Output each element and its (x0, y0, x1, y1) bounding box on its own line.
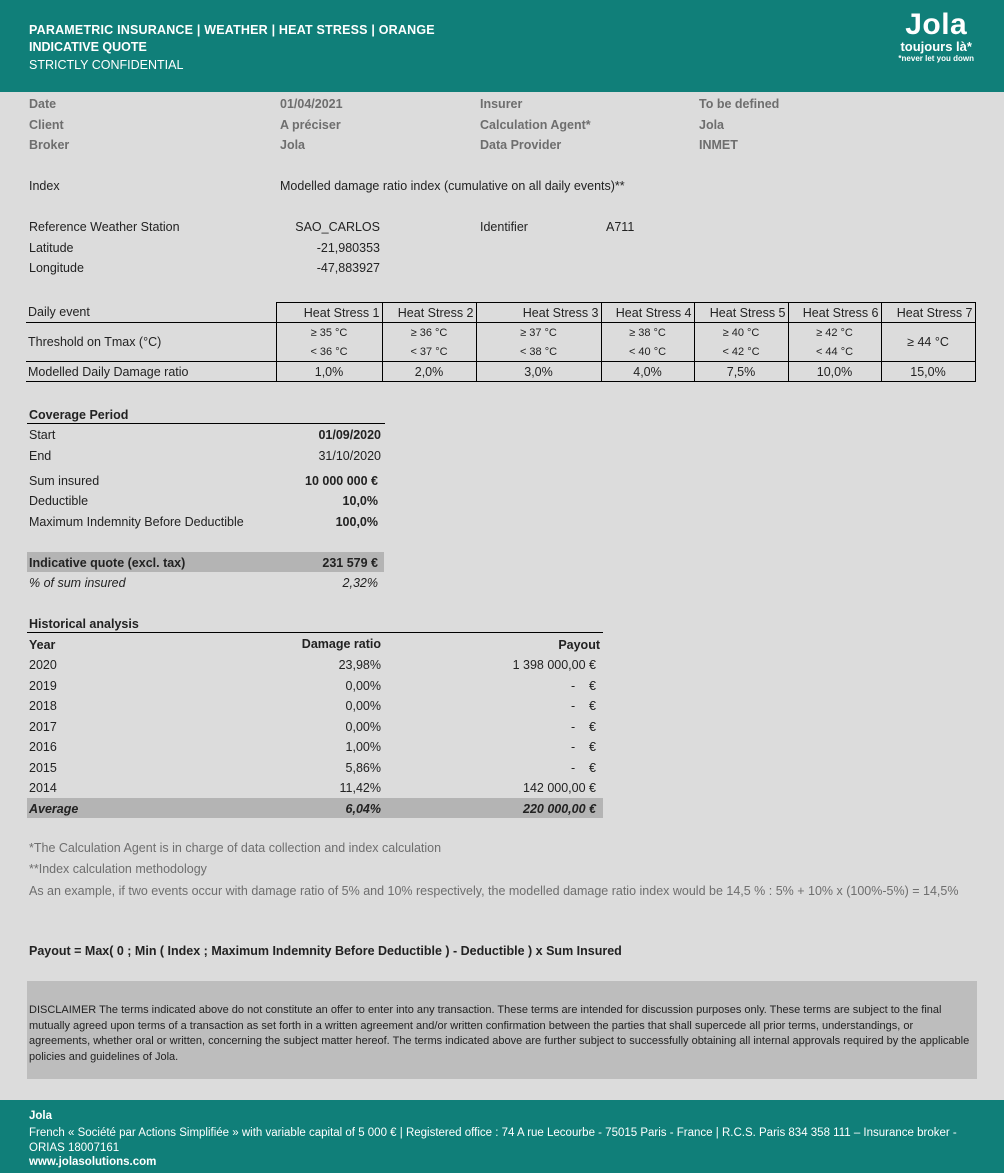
max-indemnity-value: 100,0% (335, 515, 378, 529)
note-calc-agent: *The Calculation Agent is in charge of data collection and index calculation (29, 841, 442, 855)
hist-year: 2017 (29, 720, 57, 734)
date-value: 01/04/2021 (280, 97, 343, 111)
threshold-max: < 36 °C (276, 342, 382, 362)
average-ratio: 6,04% (345, 802, 381, 816)
longitude-value: -47,883927 (316, 261, 380, 275)
calc-agent-value: Jola (699, 118, 725, 132)
station-label: Reference Weather Station (29, 220, 180, 234)
damage-ratio: 3,0% (476, 362, 601, 382)
note-methodology: **Index calculation methodology (29, 862, 207, 876)
hist-ratio: 5,86% (345, 761, 381, 775)
header-subtitle: INDICATIVE QUOTE (29, 40, 147, 54)
insurer-label: Insurer (480, 97, 523, 111)
index-value: Modelled damage ratio index (cumulative on all daily events)** (280, 179, 625, 193)
pct-sum-value: 2,32% (342, 576, 378, 590)
threshold-max: < 40 °C (601, 342, 694, 362)
hist-year: 2015 (29, 761, 57, 775)
longitude-label: Longitude (29, 261, 84, 275)
start-value: 01/09/2020 (318, 428, 381, 442)
historical-title: Historical analysis (29, 617, 139, 631)
hist-ratio: 0,00% (345, 720, 381, 734)
historical-divider (27, 632, 603, 633)
index-label: Index (29, 179, 60, 193)
hist-ratio: 23,98% (338, 658, 381, 672)
logo-name: Jola (905, 8, 968, 41)
hist-year: 2016 (29, 740, 57, 754)
event-name: Heat Stress 2 (382, 303, 476, 323)
col-year: Year (29, 638, 56, 652)
latitude-value: -21,980353 (316, 241, 380, 255)
identifier-value: A711 (606, 220, 635, 234)
data-provider-label: Data Provider (480, 138, 562, 152)
client-value: A préciser (280, 118, 341, 132)
start-label: Start (29, 428, 56, 442)
threshold-min: ≥ 37 °C (476, 323, 601, 343)
threshold-min-row (26, 323, 975, 343)
threshold-max: < 37 °C (382, 342, 476, 362)
event-name: Heat Stress 4 (601, 303, 694, 323)
hist-payout: - € (570, 761, 596, 775)
latitude-label: Latitude (29, 241, 74, 255)
sum-insured-label: Sum insured (29, 474, 100, 488)
hist-payout: - € (570, 699, 596, 713)
average-label: Average (29, 802, 79, 816)
end-value: 31/10/2020 (318, 449, 381, 463)
events-header-row (26, 303, 975, 323)
event-name: Heat Stress 3 (476, 303, 601, 323)
threshold-max: < 38 °C (476, 342, 601, 362)
damage-ratio: 10,0% (788, 362, 881, 382)
header-banner (0, 0, 1004, 92)
event-name: Heat Stress 1 (276, 303, 382, 323)
hist-payout: - € (570, 679, 596, 693)
col-payout: Payout (558, 638, 600, 652)
threshold-min: ≥ 38 °C (601, 323, 694, 343)
logo-subtagline: *never let you down (898, 54, 974, 63)
header-title: PARAMETRIC INSURANCE | WEATHER | HEAT STRESS | ORANGE (29, 23, 435, 37)
client-label: Client (29, 118, 64, 132)
coverage-title: Coverage Period (29, 408, 129, 422)
damage-ratio: 2,0% (382, 362, 476, 382)
end-label: End (29, 449, 52, 463)
hist-payout: - € (570, 740, 596, 754)
quote-label: Indicative quote (excl. tax) (29, 556, 186, 570)
hist-ratio: 11,42% (339, 781, 381, 795)
jola-logo (898, 10, 974, 64)
damage-ratio: 4,0% (601, 362, 694, 382)
threshold-min: ≥ 44 °C (881, 323, 975, 362)
note-example: As an example, if two events occur with damage ratio of 5% and 10% respectively, the modelled damage ratio index would be 14,5 % : 5% + 10% x (100%-5%) = 14,5% (29, 884, 959, 898)
threshold-min: ≥ 35 °C (276, 323, 382, 343)
event-name: Heat Stress 5 (694, 303, 788, 323)
quote-value: 231 579 € (322, 556, 378, 570)
damage-ratio-label: Modelled Daily Damage ratio (26, 362, 276, 382)
date-label: Date (29, 97, 57, 111)
damage-ratio: 7,5% (694, 362, 788, 382)
event-name: Heat Stress 6 (788, 303, 881, 323)
coverage-divider (27, 423, 385, 424)
hist-ratio: 0,00% (345, 699, 381, 713)
logo-tagline: toujours là* (900, 39, 972, 54)
hist-payout: 142 000,00 € (523, 781, 596, 795)
sum-insured-value: 10 000 000 € (305, 474, 378, 488)
damage-ratio: 1,0% (276, 362, 382, 382)
footer-legal: French « Société par Actions Simplifiée » with variable capital of 5 000 € | Registered office : 74 A rue Lecourbe - 75015 Paris - France | R.C.S. Paris 834 358 111 – Insurance broker - ORIAS 18007161 (29, 1127, 957, 1154)
col-damage-ratio: Damage ratio (301, 637, 381, 651)
threshold-min: ≥ 42 °C (788, 323, 881, 343)
threshold-max: < 42 °C (694, 342, 788, 362)
footer-website[interactable]: www.jolasolutions.com (29, 1156, 157, 1168)
average-payout: 220 000,00 € (523, 802, 596, 816)
hist-ratio: 1,00% (345, 740, 381, 754)
hist-year: 2018 (29, 699, 57, 713)
broker-label: Broker (29, 138, 70, 152)
daily-event-label: Daily event (26, 303, 276, 323)
threshold-min: ≥ 36 °C (382, 323, 476, 343)
broker-value: Jola (280, 138, 306, 152)
station-value: SAO_CARLOS (295, 220, 380, 234)
event-name: Heat Stress 7 (881, 303, 975, 323)
payout-formula: Payout = Max( 0 ; Min ( Index ; Maximum Indemnity Before Deductible ) - Deductible ) x Sum Insured (29, 944, 622, 958)
insurer-value: To be defined (699, 97, 780, 111)
hist-year: 2014 (29, 781, 57, 795)
deductible-label: Deductible (29, 494, 89, 508)
footer-banner (0, 1100, 1004, 1173)
pct-sum-label: % of sum insured (29, 576, 126, 590)
max-indemnity-label: Maximum Indemnity Before Deductible (29, 515, 244, 529)
hist-year: 2020 (29, 658, 57, 672)
threshold-max: < 44 °C (788, 342, 881, 362)
disclaimer-box (27, 981, 977, 1079)
footer-company: Jola (29, 1110, 53, 1122)
damage-ratio-row (26, 362, 975, 382)
damage-ratio: 15,0% (881, 362, 975, 382)
daily-events-table (26, 302, 976, 382)
identifier-label: Identifier (480, 220, 528, 234)
disclaimer-text: DISCLAIMER The terms indicated above do not constitute an offer to enter into any transaction. These terms are intended for discussion purposes only. These terms are subject to the final mutually agreed upon terms of a transaction as set forth in a written agreement and/or written confirmation between the parties that shall supercede all prior terms, understandings, or agreements, whether oral or written, concerning the subject matter hereof. The terms indicated above are further subject to successfully obtaining all internal approvals required by the applicable policies and guidelines of Jola. (29, 1004, 970, 1063)
threshold-label: Threshold on Tmax (°C) (26, 323, 276, 362)
hist-payout: - € (570, 720, 596, 734)
hist-payout: 1 398 000,00 € (512, 658, 596, 672)
hist-ratio: 0,00% (345, 679, 381, 693)
hist-year: 2019 (29, 679, 57, 693)
threshold-min: ≥ 40 °C (694, 323, 788, 343)
header-confidential: STRICTLY CONFIDENTIAL (29, 58, 184, 72)
calc-agent-label: Calculation Agent* (480, 118, 591, 132)
data-provider-value: INMET (699, 138, 738, 152)
deductible-value: 10,0% (342, 494, 378, 508)
